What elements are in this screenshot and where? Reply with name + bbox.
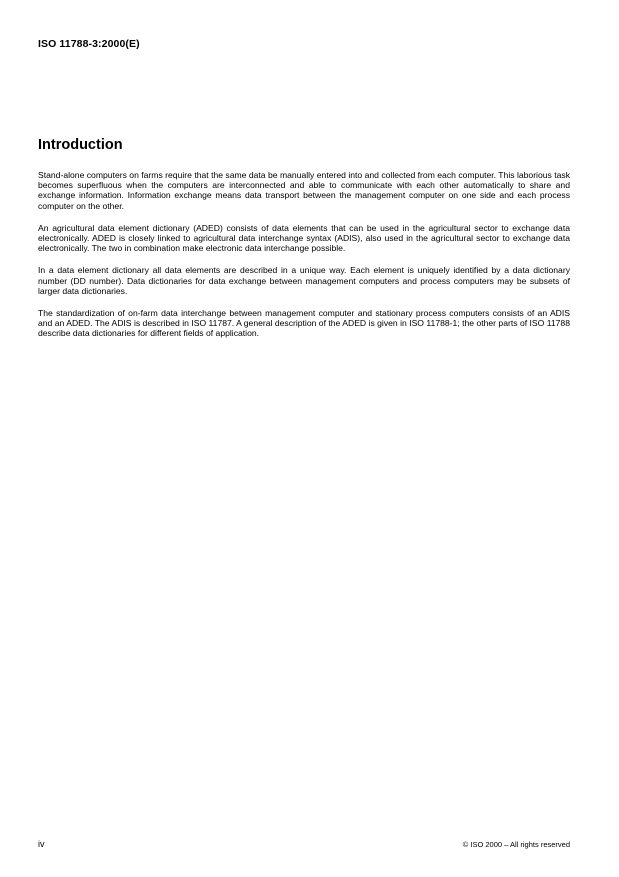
paragraph-2: An agricultural data element dictionary (ADED) consists of data elements that can be used in the agricultural sector to exchange data electronically. ADED is closely linked to agricultural data interchange syntax (ADIS), also used in the agricultural sector to exchange data electronically. The two in combination make electronic data interchange possible. [38, 222, 570, 254]
paragraph-1: Stand-alone computers on farms require that the same data be manually entered into and collected from each computer. This laborious task becomes superfluous when the computers are interconnected and able to communicate with each other automatically to share and exchange information. Information exchange means data transport between the management computer on one side and each process computer on the other. [38, 170, 570, 211]
page-number: iv [38, 839, 45, 849]
paragraph-4: The standardization of on-farm data interchange between management computer and stationary process computers consists of an ADIS and an ADED. The ADIS is described in ISO 11787. A general description of the ADED is given in ISO 11788-1; the other parts of ISO 11788 describe data dictionaries for different fields of application. [38, 308, 570, 339]
section-title: Introduction [38, 137, 123, 153]
document-header-id: ISO 11788-3:2000(E) [38, 38, 140, 50]
introduction-body [38, 170, 570, 351]
paragraph-3: In a data element dictionary all data elements are described in a unique way. Each element is uniquely identified by a data dictionary number (DD number). Data dictionaries for data exchange between management computers and process computers may be subsets of larger data dictionaries. [38, 265, 570, 296]
copyright-notice: © ISO 2000 – All rights reserved [462, 840, 570, 849]
